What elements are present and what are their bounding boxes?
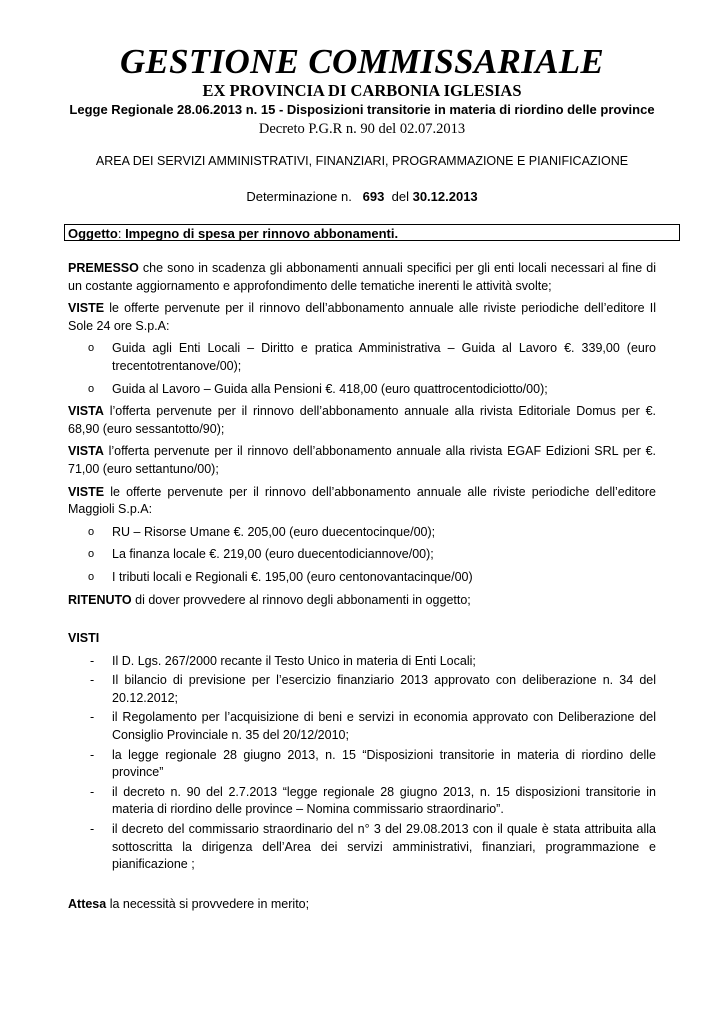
list-item-text: la legge regionale 28 giugno 2013, n. 15 “Disposizioni transitorie in materia di riordino delle province” [112, 747, 656, 780]
list-item-text: RU – Risorse Umane €. 205,00 (euro duecentocinque/00); [112, 524, 436, 539]
ritenuto-lead: RITENUTO [68, 592, 132, 607]
list-item-text: Guida al Lavoro – Guida alla Pensioni €. 418,00 (euro quattrocentodiciotto/00); [112, 381, 548, 396]
determination-number: 693 [362, 189, 385, 204]
list-item [68, 569, 656, 587]
list-item [68, 653, 656, 671]
premesso-paragraph [68, 260, 656, 295]
viste-paragraph-1 [68, 300, 656, 335]
dash-glyph: - [90, 784, 95, 799]
visti-lead: VISTI [68, 631, 100, 646]
viste-text-1: le offerte pervenute per il rinnovo dell’abbonamento annuale alle riviste periodiche dell’editore Il Sole 24 ore S.p.A: [68, 301, 656, 333]
spacer [68, 614, 656, 630]
dash-glyph: - [90, 673, 95, 688]
bullet-glyph: o [88, 525, 95, 538]
determination-line [0, 189, 724, 204]
determination-del: del [391, 189, 409, 204]
vista-lead-1: VISTA [68, 404, 104, 419]
vista-text-1: l’offerta pervenute per il rinnovo dell’abbonamento annuale alla rivista Editoriale Domus per €. 68,90 (euro sessantotto/90); [68, 404, 656, 436]
law-reference: Legge Regionale 28.06.2013 n. 15 - Disposizioni transitorie in materia di riordino delle province [69, 102, 655, 117]
vista-paragraph-1 [68, 403, 656, 438]
ritenuto-paragraph [68, 592, 656, 610]
dash-glyph: - [90, 710, 95, 725]
bullet-glyph: o [88, 382, 95, 395]
subject-label: Oggetto [68, 226, 118, 241]
list-item-text: La finanza locale €. 219,00 (euro duecentodiciannove/00); [112, 547, 434, 562]
list-item [68, 784, 656, 819]
vista-lead-2: VISTA [68, 444, 104, 459]
list-item [68, 747, 656, 782]
list-item-text: il decreto n. 90 del 2.7.2013 “legge regionale 28 giugno 2013, n. 15 disposizioni transitorie in materia di riordino delle province – Nomina commissario straordinario”. [112, 784, 656, 817]
list-item-text: Il D. Lgs. 267/2000 recante il Testo Unico in materia di Enti Locali; [112, 653, 476, 668]
document-title: GESTIONE COMMISSARIALE [119, 42, 605, 81]
list-item [68, 340, 656, 375]
subject-text: Impegno di spesa per rinnovo abbonamenti. [121, 226, 399, 241]
offer-list-maggioli [68, 524, 656, 587]
attesa-lead: Attesa [68, 896, 107, 911]
bullet-glyph: o [88, 570, 95, 583]
document-subtitle: EX PROVINCIA DI CARBONIA IGLESIAS [202, 81, 522, 100]
decree-reference: Decreto P.G.R n. 90 del 02.07.2013 [258, 121, 466, 137]
vista-text-2: l’offerta pervenute per il rinnovo dell’abbonamento annuale alla rivista EGAF Edizioni SRL per €. 71,00 (euro settantuno/00); [68, 444, 656, 476]
visti-list [68, 653, 656, 874]
document-body [68, 260, 656, 918]
list-item [68, 672, 656, 707]
subject-box [64, 224, 680, 241]
ritenuto-text: di dover provvedere al rinnovo degli abbonamenti in oggetto; [131, 592, 471, 607]
list-item [68, 821, 656, 874]
list-item-text: il decreto del commissario straordinario del n° 3 del 29.08.2013 con il quale è stata attribuita alla sottoscritta la dirigenza dell’Area dei servizi amministrativi, finanziari, programmazione e pianificazione ; [112, 822, 656, 872]
list-item-text: il Regolamento per l’acquisizione di beni e servizi in economia approvato con Deliberazione del Consiglio Provinciale n. 35 del 20/12/2010; [112, 710, 656, 743]
premesso-text: che sono in scadenza gli abbonamenti annuali specifici per gli enti locali necessari al fine di un costante aggiornamento e approfondimento delle tematiche inerenti le attività svolte; [68, 261, 656, 293]
area-heading: AREA DEI SERVIZI AMMINISTRATIVI, FINANZIARI, PROGRAMMAZIONE E PIANIFICAZIONE [95, 154, 629, 168]
bullet-glyph: o [88, 342, 95, 355]
spacer [68, 876, 656, 896]
vista-paragraph-2 [68, 443, 656, 478]
determination-prefix: Determinazione n. [246, 189, 352, 204]
list-item [68, 546, 656, 564]
list-item-text: Guida agli Enti Locali – Diritto e pratica Amministrativa – Guida al Lavoro €. 339,00 (euro trecentotrentanove/00); [112, 341, 656, 373]
premesso-lead: PREMESSO [68, 261, 139, 275]
viste-paragraph-2 [68, 484, 656, 519]
list-item [68, 524, 656, 542]
attesa-paragraph [68, 896, 656, 914]
offer-list-sole24ore [68, 340, 656, 398]
list-item [68, 709, 656, 744]
determination-date: 30.12.2013 [412, 189, 478, 204]
list-item [68, 381, 656, 399]
list-item-text: Il bilancio di previsione per l’esercizio finanziario 2013 approvato con deliberazione n. 34 del 20.12.2012; [112, 673, 656, 705]
viste-lead-2: VISTE [68, 484, 105, 499]
viste-lead-1: VISTE [68, 301, 105, 316]
subject-colon: : [117, 226, 122, 241]
bullet-glyph: o [88, 548, 95, 561]
attesa-text: la necessità si provvedere in merito; [106, 896, 310, 911]
viste-text-2: le offerte pervenute per il rinnovo dell’abbonamento annuale alle riviste periodiche dell’editore Maggioli S.p.A: [68, 484, 656, 517]
dash-glyph: - [90, 822, 95, 837]
list-item-text: I tributi locali e Regionali €. 195,00 (euro centonovantacinque/00) [112, 569, 473, 584]
dash-glyph: - [90, 653, 95, 668]
visti-heading [68, 630, 656, 648]
dash-glyph: - [90, 747, 95, 762]
